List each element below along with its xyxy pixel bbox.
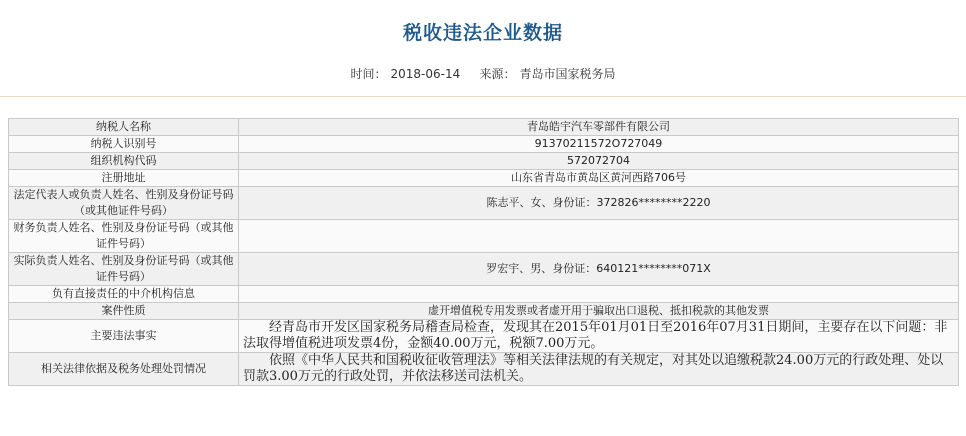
row-label: 财务负责人姓名、性别及身份证号码（或其他证件号码）	[9, 220, 239, 253]
time-label: 时间：	[350, 67, 387, 81]
row-value: 依照《中华人民共和国税收征收管理法》等相关法律法规的有关规定，对其处以追缴税款24.00万元的行政处理、处以罚款3.00万元的行政处罚，并依法移送司法机关。	[239, 353, 959, 386]
row-label: 相关法律依据及税务处理处罚情况	[9, 353, 239, 386]
row-label: 主要违法事实	[9, 320, 239, 353]
row-label: 组织机构代码	[9, 153, 239, 170]
table-row	[9, 320, 959, 353]
table-row	[9, 220, 959, 253]
table-row	[9, 187, 959, 220]
row-label: 案件性质	[9, 303, 239, 320]
table-row	[9, 153, 959, 170]
row-value	[239, 286, 959, 303]
meta-line	[0, 65, 966, 82]
row-label: 注册地址	[9, 170, 239, 187]
row-label: 负有直接责任的中介机构信息	[9, 286, 239, 303]
row-value	[239, 220, 959, 253]
table-row	[9, 286, 959, 303]
row-value: 虚开增值税专用发票或者虚开用于骗取出口退税、抵扣税款的其他发票	[239, 303, 959, 320]
table-row	[9, 253, 959, 286]
table-row	[9, 303, 959, 320]
row-label: 纳税人识别号	[9, 136, 239, 153]
row-label: 法定代表人或负责人姓名、性别及身份证号码（或其他证件号码）	[9, 187, 239, 220]
row-value: 青岛皓宇汽车零部件有限公司	[239, 119, 959, 136]
row-value: 山东省青岛市黄岛区黄河西路706号	[239, 170, 959, 187]
row-label: 纳税人名称	[9, 119, 239, 136]
row-value: 572072704	[239, 153, 959, 170]
row-value: 陈志平、女、身份证：372826********2220	[239, 187, 959, 220]
time-value: 2018-06-14	[390, 67, 461, 81]
row-value: 91370211572O727049	[239, 136, 959, 153]
row-label: 实际负责人姓名、性别及身份证号码（或其他证件号码）	[9, 253, 239, 286]
row-value: 经青岛市开发区国家税务局稽查局检查，发现其在2015年01月01日至2016年07月31日期间，主要存在以下问题：非法取得增值税进项发票4份，金额40.00万元，税额7.00万元。	[239, 320, 959, 353]
divider	[0, 96, 966, 97]
table-row	[9, 170, 959, 187]
table-row	[9, 136, 959, 153]
info-table	[8, 118, 959, 386]
source-value: 青岛市国家税务局	[519, 67, 616, 81]
table-row	[9, 119, 959, 136]
table-row	[9, 353, 959, 386]
page-title: 税收违法企业数据	[402, 22, 563, 44]
row-value: 罗宏宇、男、身份证：640121********071X	[239, 253, 959, 286]
source-label: 来源：	[479, 67, 516, 81]
